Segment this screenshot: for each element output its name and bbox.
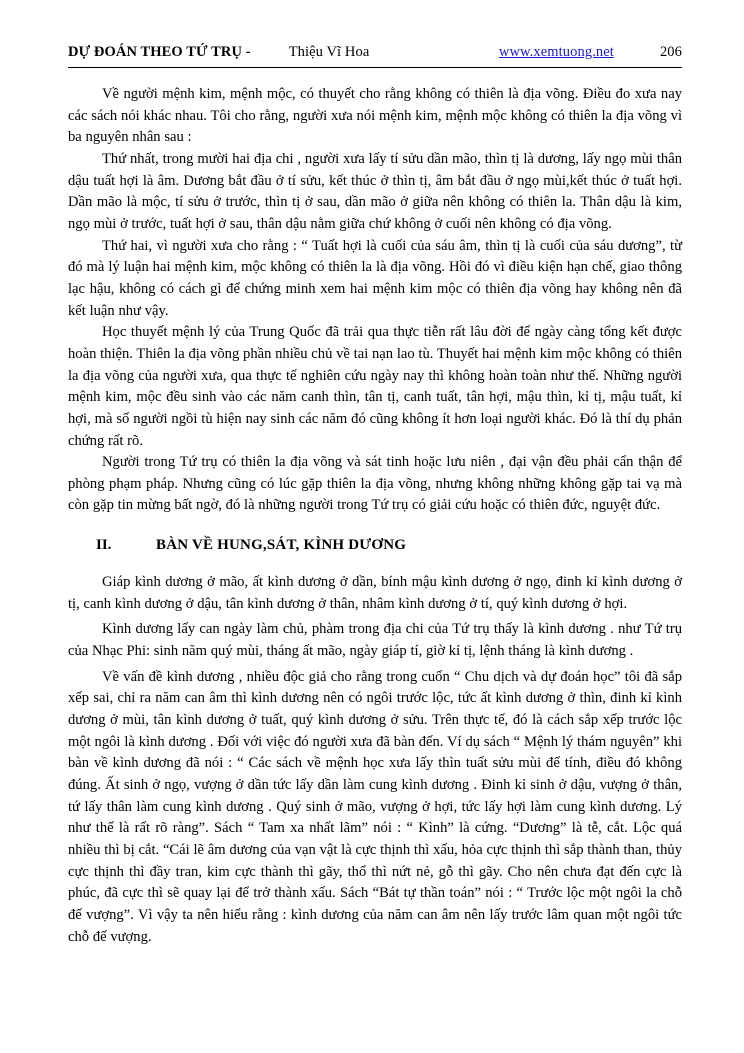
section-heading — [68, 537, 682, 554]
header-page-number: 206 — [659, 44, 682, 60]
section-number: II. — [96, 537, 112, 554]
paragraph: Về vấn đề kình dương , nhiều độc giả cho rằng trong cuốn “ Chu dịch và dự đoán học” tôi đã sắp xếp sai, chỉ ra năm can âm thì kình dương nên có ngôi trước lộc, tức ất kình dương ở thìn, đinh kỉ kình dương ở mùi, tân kình dương ở tuất, quý kình dương ở sửu. Trên thực tế, đó là cách sắp xếp trước lộc một ngôi là kình dương . Đối với việc đó người xưa đã bàn đến. Ví dụ sách “ Mệnh lý thám nguyên” khi bàn về kình dương đã nói : “ Các sách về mệnh học xưa lấy thìn tuất sửu mùi để tính, điều đó không đúng. Ất sinh ở ngọ, vượng ở dần tức lấy dần làm cung kình dương . Đinh kỉ sinh ở dậu, vượng ở thân, tứ lấy thân làm cung kình dương . Quý sinh ở mão, vượng ở hợi, tức lấy hợi làm cung kình dương. Lý như thế là rất rõ ràng”. Sách “ Tam xa nhất lãm” nói : “ Kình” là cứng. “Dương” là tễ, cắt. Lộc quá nhiều thì bị cắt. “Cái lẽ âm dương của vạn vật là cực thịnh thì xấu, hỏa cực thịnh thì sắp thành than, thủy cực thịnh thì đầy tran, kim cực thành thì gãy, thổ thì nứt nẻ, gỗ thì gãy. Cho nên chưa đạt đến cực là phúc, đã cực thì sẽ quay lại để trở thành xấu. Sách “Bát tự thần toán” nói : “ Trước lộc một ngôi la chỗ đế vượng”. Vì vậy ta nên hiểu rằng : kình dương của năm can âm nên lấy trước lâm quan một ngôi tức chỗ đế vượng. — [68, 668, 682, 945]
paragraph: Thứ hai, vì người xưa cho rằng : “ Tuất hợi là cuối của sáu âm, thìn tị là cuối của sáu dương”, từ đó mà lý luận hai mệnh kim, mộc không có thiên la là địa võng. Hồi đó vì điều kiện hạn chế, giao thông lạc hậu, không có cách gì để chứng minh xem hai mệnh kim mộc có thiên địa võng hay không nên đã kết luận như vậy. — [68, 237, 682, 319]
header-website-link[interactable]: www.xemtuong.net — [498, 44, 614, 60]
section-title: BÀN VỀ HUNG,SÁT, KÌNH DƯƠNG — [156, 537, 407, 554]
paragraph: Thứ nhất, trong mười hai địa chi , người xưa lấy tí sửu dần mão, thìn tị là dương, lấy ngọ mùi thân dậu tuất hợi là âm. Dương bắt đầu ở tí sửu, kết thúc ở thìn tị, âm bắt đầu ở ngọ mùi,kết thúc ở tuất hợi. Dần mão là mộc, tí sửu ở trước, thìn tị ở sau, dần mão ở giữa nên không có thiên la. Thân dậu là kim, ngọ mùi ở trước, tuất hợi ở sau, thân dậu nằm giữa chứ không ở cuối nên không có địa võng. — [68, 150, 682, 232]
paragraph: Giáp kình dương ở mão, ất kình dương ở dần, bính mậu kình dương ở ngọ, đinh kỉ kình dương ở tị, canh kình dương ở dậu, tân kình dương ở thân, nhâm kình dương ở tí, quý kình dương ở hợi. — [68, 574, 682, 612]
header-author: Thiệu Vĩ Hoa — [288, 44, 370, 60]
document-body — [68, 84, 682, 948]
page-header — [68, 44, 682, 68]
header-title: DỰ ĐOÁN THEO TỨ TRỤ - — [68, 44, 251, 60]
paragraph: Về người mệnh kim, mệnh mộc, có thuyết cho rằng không có thiên là địa võng. Điều đo xưa nay các sách nói khác nhau. Tôi cho rằng, người xưa nói mệnh kim, mệnh mộc không có thiên la địa võng vì ba nguyên nhân sau : — [68, 86, 682, 146]
paragraph: Học thuyết mệnh lý của Trung Quốc đã trải qua thực tiễn rất lâu đời để ngày càng tổng kết được hoàn thiện. Thiên la địa võng phần nhiều chủ về tai nạn lao tù. Thuyết hai mệnh kim mộc không có thiên la địa võng của người xưa, qua thực tế nghiên cứu ngày nay thì không hoàn toàn như thế. Những người mệnh kim, mộc đều sinh vào các năm canh thìn, tân tị, canh tuất, tân hợi, mậu thìn, kỉ tị, mậu tuất, kỉ hợi, mà số người ngồi tù hiện nay sinh các năm đó cũng không ít hơn loại người khác. Đó là thí dụ phản chứng rất rõ. — [68, 324, 682, 449]
paragraph: Người trong Tứ trụ có thiên la địa võng và sát tinh hoặc lưu niên , đại vận đều phải cẩn thận để phòng phạm pháp. Nhưng cũng có lúc gặp thiên la địa võng, nhưng không những không gặp tai vạ mà còn gặp tin mừng bất ngờ, đó là những người trong Tứ trụ có giải cứu hoặc có thiên đức, nguyệt đức. — [68, 454, 682, 514]
paragraph: Kình dương lấy can ngày làm chủ, phàm trong địa chi của Tứ trụ thấy là kình dương . như Tứ trụ của Nhạc Phi: sinh năm quý mùi, tháng ất mão, ngày giáp tí, giờ kỉ tị, lệnh tháng là kình dương . — [68, 621, 682, 660]
